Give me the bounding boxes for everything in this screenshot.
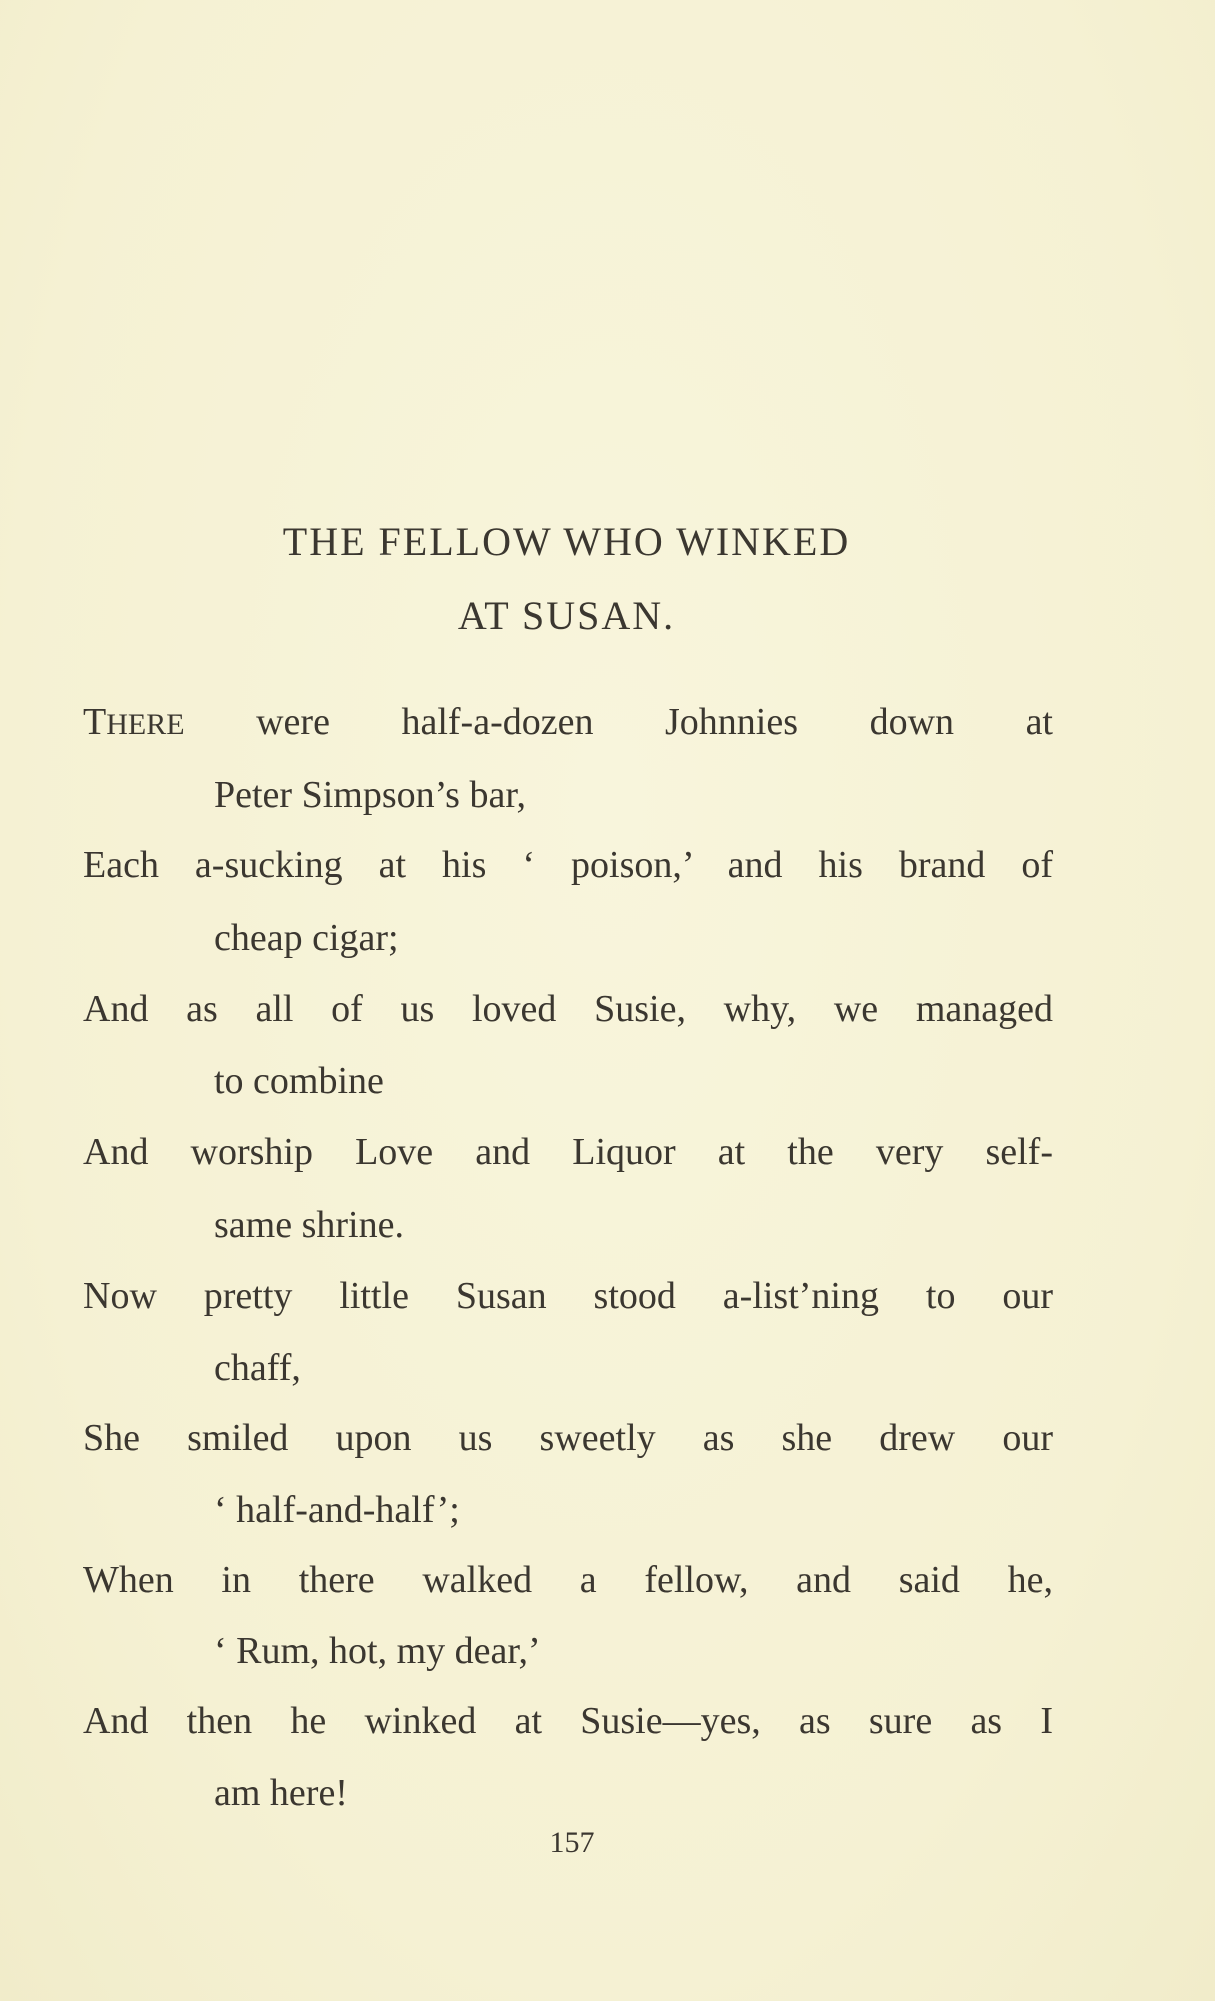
verse-continuation: to combine xyxy=(214,1060,384,1102)
verse-continuation: ‘ Rum, hot, my dear,’ xyxy=(214,1630,541,1672)
verse-continuation: ‘ half-and-half’; xyxy=(214,1489,460,1531)
title-line-2: AT SUSAN. xyxy=(457,593,676,638)
verse-line: And as all of us loved Susie, why, we managed xyxy=(83,988,1053,1030)
verse-text: were half-a-dozen Johnnies down at xyxy=(184,701,1053,743)
verse-continuation: Peter Simpson’s bar, xyxy=(214,774,526,816)
small-caps-word: HERE xyxy=(106,708,185,741)
verse-line: And worship Love and Liquor at the very self- xyxy=(83,1131,1053,1173)
verse-continuation: cheap cigar; xyxy=(214,917,399,959)
verse-line xyxy=(83,698,1053,749)
title-line-1: THE FELLOW WHO WINKED xyxy=(282,519,851,564)
verse-continuation: same shrine. xyxy=(214,1204,404,1246)
drop-initial: T xyxy=(83,701,107,743)
verse-line: Now pretty little Susan stood a-list’ning to our xyxy=(83,1275,1053,1317)
verse-continuation: chaff, xyxy=(214,1347,301,1389)
verse-line: When in there walked a fellow, and said he, xyxy=(83,1559,1053,1601)
verse-continuation: am here! xyxy=(214,1772,348,1814)
verse-line: She smiled upon us sweetly as she drew our xyxy=(83,1417,1053,1459)
page-number: 157 xyxy=(549,1826,595,1859)
verse-line: And then he winked at Susie—yes, as sure as I xyxy=(83,1700,1053,1742)
verse-line: Each a-sucking at his ‘ poison,’ and his brand of xyxy=(83,844,1053,886)
